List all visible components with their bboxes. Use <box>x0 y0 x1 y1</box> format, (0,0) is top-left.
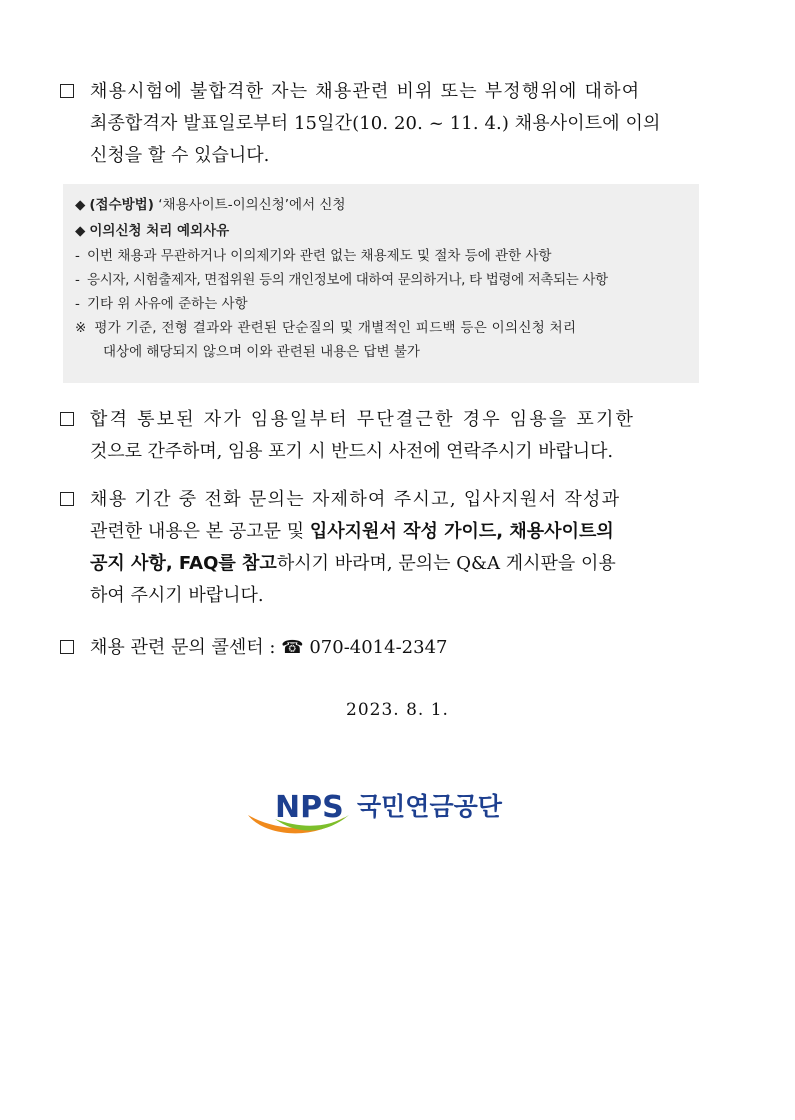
exception-item: - 기타 위 사유에 준하는 사항 <box>75 296 248 312</box>
announcement-date: 2023. 8. 1. <box>346 700 449 720</box>
checkbox-bullet-icon <box>60 84 74 98</box>
phone-icon: ☎ <box>281 637 304 658</box>
callcenter-phone-number: 070-4014-2347 <box>309 637 448 658</box>
notice-paragraph-inquiry <box>60 484 710 612</box>
paragraph-line <box>90 516 710 548</box>
method-label: (접수방법) <box>89 197 154 213</box>
exception-item-text: 이번 채용과 무관하거나 이의제기와 관련 없는 채용제도 및 절차 등에 관한 사항 <box>87 248 552 264</box>
checkbox-bullet-icon <box>60 412 74 426</box>
exceptions-title: 이의신청 처리 예외사유 <box>89 223 230 239</box>
callcenter-label: 채용 관련 문의 콜센터 : <box>90 637 276 658</box>
checkbox-bullet-icon <box>60 640 74 654</box>
note-text: 대상에 해당되지 않으며 이와 관련된 내용은 답변 불가 <box>103 344 420 360</box>
appeal-info-box <box>63 184 699 383</box>
exceptions-title-row <box>75 218 687 244</box>
exception-item-text: 응시자, 시험출제자, 면접위원 등의 개인정보에 대하여 문의하거나, 타 법령에 저촉되는 사항 <box>87 272 608 288</box>
appeal-method-row <box>75 192 687 218</box>
paragraph-line: 신청을 할 수 있습니다. <box>90 145 270 166</box>
paragraph-line: 합격 통보된 자가 임용일부터 무단결근한 경우 임용을 포기한 <box>90 409 636 430</box>
paragraph-line <box>90 632 710 664</box>
logo-org-name: 국민연금공단 <box>357 792 502 821</box>
nps-logo-graphic <box>245 785 535 840</box>
paragraph-text: 하시기 바라며, 문의는 Q&A 게시판을 이용 <box>276 553 616 574</box>
method-text: ‘채용사이트-이의신청’에서 신청 <box>158 197 346 213</box>
paragraph-line: 채용 기간 중 전화 문의는 자제하여 주시고, 입사지원서 작성과 <box>90 489 621 510</box>
note-text: 평가 기준, 전형 결과와 관련된 단순질의 및 개별적인 피드백 등은 이의신청 처리 <box>94 320 577 336</box>
note-mark: ※ <box>75 320 87 336</box>
paragraph-text: 관련한 내용은 본 공고문 및 <box>90 521 310 542</box>
exception-item-text: 기타 위 사유에 준하는 사항 <box>87 296 248 312</box>
nps-logo <box>245 785 535 840</box>
paragraph-line: 최종합격자 발표일로부터 15일간(10. 20. ~ 11. 4.) 채용사이트에 이의 <box>90 113 661 134</box>
exception-item: - 이번 채용과 무관하거나 이의제기와 관련 없는 채용제도 및 절차 등에 관한 사항 <box>75 248 552 264</box>
logo-letters: NPS <box>275 790 344 825</box>
checkbox-bullet-icon <box>60 492 74 506</box>
paragraph-line: 것으로 간주하며, 임용 포기 시 반드시 사전에 연락주시기 바랍니다. <box>90 441 613 462</box>
note-row-continued <box>75 340 687 364</box>
exception-item: - 응시자, 시험출제자, 면접위원 등의 개인정보에 대하여 문의하거나, 타 법령에 저촉되는 사항 <box>75 272 608 288</box>
paragraph-line <box>90 548 710 580</box>
notice-paragraph-callcenter <box>60 632 710 664</box>
paragraph-line: 채용시험에 불합격한 자는 채용관련 비위 또는 부정행위에 대하여 <box>90 81 641 102</box>
diamond-bullet-icon: ◆ <box>75 197 86 213</box>
diamond-bullet-icon: ◆ <box>75 223 86 239</box>
note-row <box>75 316 687 340</box>
notice-paragraph-appeal <box>60 76 710 172</box>
notice-paragraph-appointment <box>60 404 710 468</box>
highlighted-guide-text: 입사지원서 작성 가이드, 채용사이트의 <box>309 521 614 542</box>
paragraph-line: 하여 주시기 바랍니다. <box>90 585 264 606</box>
highlighted-guide-text: 공지 사항, FAQ를 참고 <box>90 553 277 574</box>
